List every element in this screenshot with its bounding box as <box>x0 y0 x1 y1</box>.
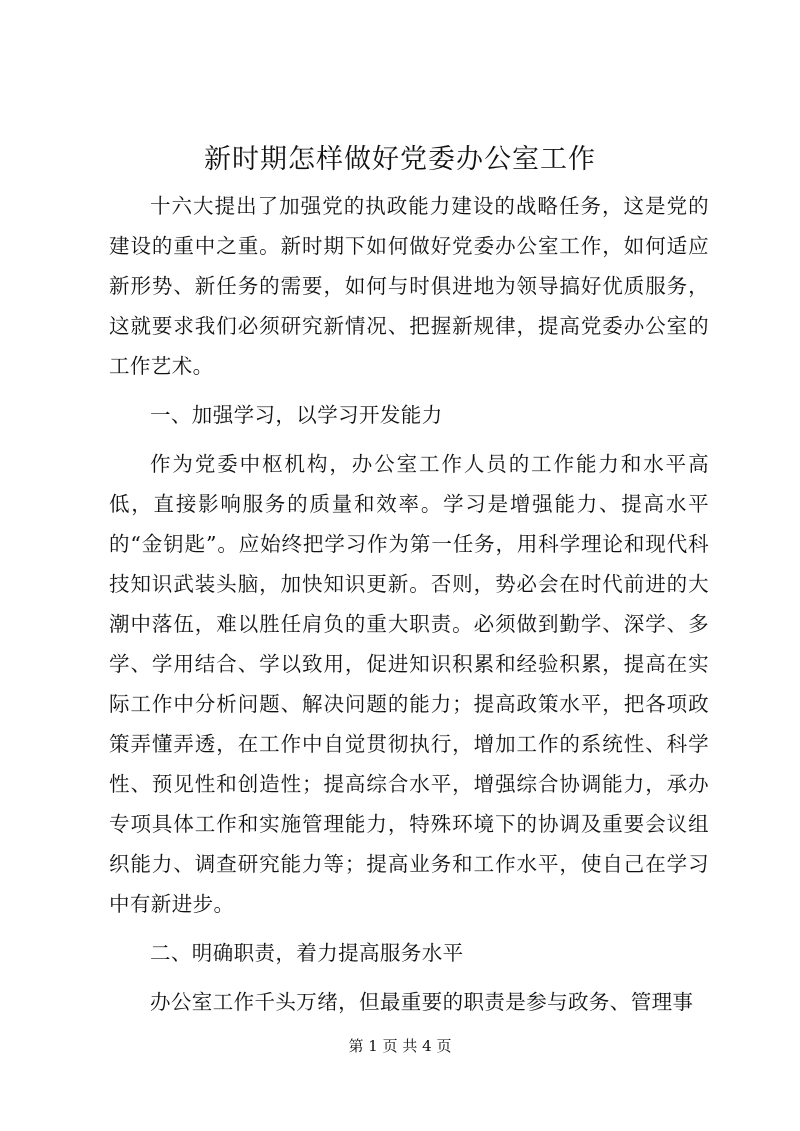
section-heading-2: 二、明确职责，着力提高服务水平 <box>150 941 464 965</box>
document-body <box>109 186 709 1022</box>
section-1-paragraph: 作为党委中枢机构，办公室工作人员的工作能力和水平高低，直接影响服务的质量和效率。学习是增强能力、提高水平的“金钥匙”。应始终把学习作为第一任务，用科学理论和现代科技知识武装头脑，加快知识更新。否则，势必会在时代前进的大潮中落伍，难以胜任肩负的重大职责。必须做到勤学、深学、多学、学用结合、学以致用，促进知识积累和经验积累，提高在实际工作中分析问题、解决问题的能力；提高政策水平，把各项政策弄懂弄透，在工作中自觉贯彻执行，增加工作的系统性、科学性、预见性和创造性；提高综合水平，增强综合协调能力，承办专项具体工作和实施管理能力，特殊环境下的协调及重要会议组织能力、调查研究能力等；提高业务和工作水平，使自己在学习中有新进步。 <box>109 452 709 916</box>
intro-paragraph: 十六大提出了加强党的执政能力建设的战略任务，这是党的建设的重中之重。新时期下如何做好党委办公室工作，如何适应新形势、新任务的需要，如何与时俱进地为领导搞好优质服务，这就要求我们必须研究新情况、把握新规律，提高党委办公室的工作艺术。 <box>109 194 709 378</box>
section-heading-1: 一、加强学习，以学习开发能力 <box>150 403 443 427</box>
document-title: 新时期怎样做好党委办公室工作 <box>204 144 596 175</box>
page-footer: 第 1 页 共 4 页 <box>348 1037 452 1055</box>
section-2-paragraph: 办公室工作千头万绪，但最重要的职责是参与政务、管理事 <box>150 990 694 1014</box>
